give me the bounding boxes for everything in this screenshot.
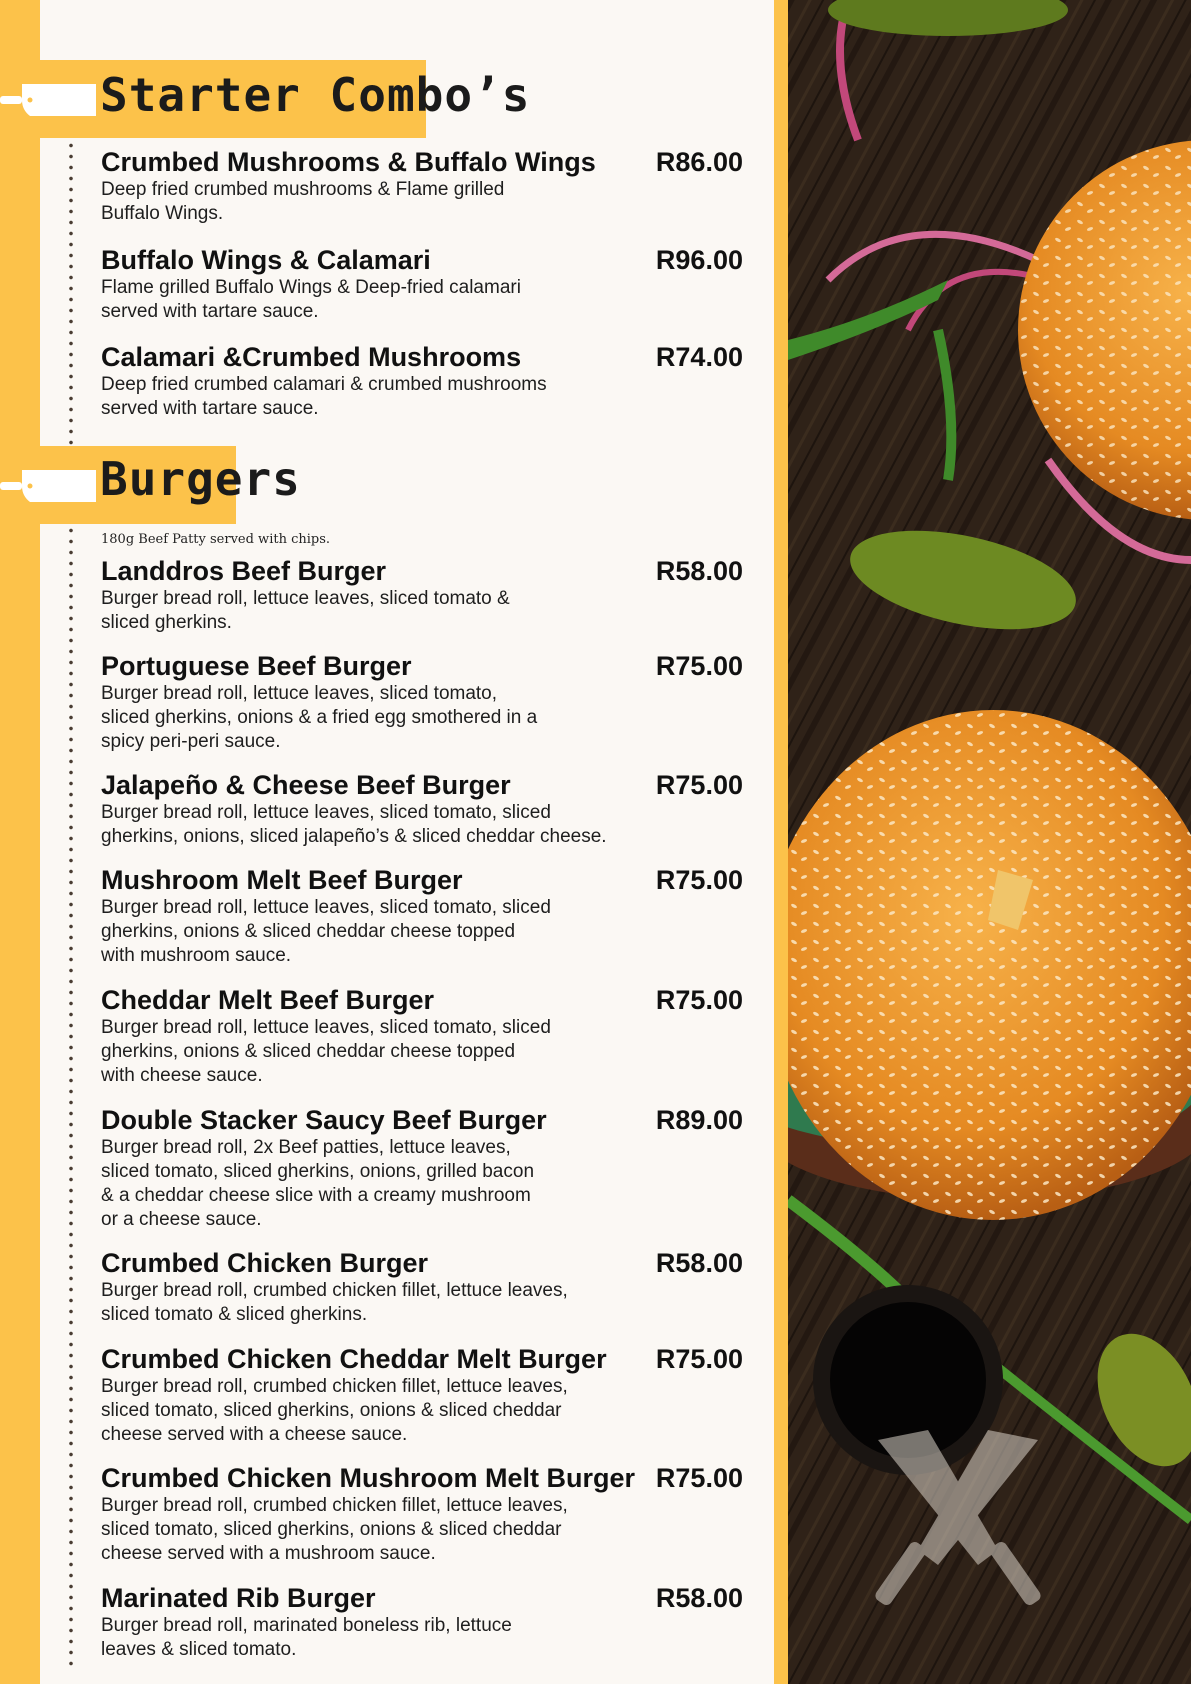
item-description: Flame grilled Buffalo Wings & Deep-fried calamari served with tartare sauce. [101, 277, 521, 322]
cleaver-icon [0, 466, 98, 506]
menu-item [101, 341, 751, 421]
section-title-burgers: Burgers [100, 452, 301, 506]
item-name: Crumbed Chicken Mushroom Melt Burger [101, 1463, 636, 1493]
menu-item [101, 146, 751, 226]
item-price: R75.00 [655, 865, 743, 895]
menu-item [101, 769, 751, 849]
burgers-note: 180g Beef Patty served with chips. [101, 532, 331, 547]
menu-item [101, 984, 751, 1088]
item-description: Burger bread roll, lettuce leaves, sliced tomato, sliced gherkins, onions & a fried egg smothered in a spicy peri-peri sauce. [101, 683, 538, 752]
item-name: Jalapeño & Cheese Beef Burger [101, 770, 511, 800]
menu-item [101, 1582, 751, 1662]
burger-photo [788, 0, 1191, 1684]
item-name: Landdros Beef Burger [101, 556, 387, 586]
item-price: R58.00 [655, 1248, 743, 1278]
item-name: Buffalo Wings & Calamari [101, 245, 431, 275]
item-price: R89.00 [655, 1105, 743, 1135]
menu-item [101, 1247, 751, 1327]
menu-item [101, 864, 751, 968]
item-name: Crumbed Chicken Cheddar Melt Burger [101, 1344, 607, 1374]
menu-item [101, 1343, 751, 1447]
item-name: Mushroom Melt Beef Burger [101, 865, 463, 895]
item-name: Cheddar Melt Beef Burger [101, 985, 435, 1015]
menu-item [101, 1104, 751, 1232]
item-description: Burger bread roll, lettuce leaves, sliced tomato, sliced gherkins, onions, sliced jalapeño’s & sliced cheddar cheese. [101, 802, 607, 847]
right-accent-stripe [774, 0, 788, 1684]
item-description: Burger bread roll, marinated boneless rib, lettuce leaves & sliced tomato. [101, 1615, 512, 1660]
item-description: Burger bread roll, crumbed chicken fillet, lettuce leaves, sliced tomato, sliced gherkins, onions & sliced cheddar cheese served with a cheese sauce. [101, 1376, 568, 1445]
item-price: R86.00 [655, 147, 743, 177]
item-price: R74.00 [655, 342, 743, 372]
item-name: Calamari &Crumbed Mushrooms [101, 342, 522, 372]
menu-item [101, 650, 751, 754]
menu-item [101, 244, 751, 324]
item-description: Burger bread roll, lettuce leaves, sliced tomato, sliced gherkins, onions & sliced cheddar cheese topped with cheese sauce. [101, 1017, 551, 1086]
item-description: Deep fried crumbed calamari & crumbed mushrooms served with tartare sauce. [101, 374, 547, 419]
item-description: Burger bread roll, crumbed chicken fillet, lettuce leaves, sliced tomato, sliced gherkins, onions & sliced cheddar cheese served with a mushroom sauce. [101, 1495, 568, 1564]
crossed-cleavers-icon [858, 1420, 1058, 1620]
item-name: Marinated Rib Burger [101, 1583, 376, 1613]
item-price: R96.00 [655, 245, 743, 275]
menu-item [101, 1462, 751, 1566]
item-price: R75.00 [655, 1463, 743, 1493]
item-description: Burger bread roll, 2x Beef patties, lettuce leaves, sliced tomato, sliced gherkins, onions, grilled bacon & a cheddar cheese slice with a creamy mushroom or a cheese sauce. [101, 1137, 535, 1230]
left-accent-stripe [0, 0, 40, 1684]
item-price: R58.00 [655, 556, 743, 586]
dotted-divider [66, 140, 76, 1670]
item-name: Crumbed Mushrooms & Buffalo Wings [101, 147, 596, 177]
item-description: Burger bread roll, lettuce leaves, sliced tomato & sliced gherkins. [101, 588, 510, 633]
item-name: Portuguese Beef Burger [101, 651, 412, 681]
item-description: Burger bread roll, crumbed chicken fillet, lettuce leaves, sliced tomato & sliced gherkins. [101, 1280, 568, 1325]
section-title-starter: Starter Combo’s [100, 68, 531, 122]
item-price: R75.00 [655, 651, 743, 681]
cleaver-icon [0, 80, 98, 120]
item-name: Double Stacker Saucy Beef Burger [101, 1105, 547, 1135]
item-price: R58.00 [655, 1583, 743, 1613]
item-price: R75.00 [655, 1344, 743, 1374]
item-price: R75.00 [655, 985, 743, 1015]
menu-item [101, 555, 751, 635]
item-name: Crumbed Chicken Burger [101, 1248, 429, 1278]
item-description: Burger bread roll, lettuce leaves, sliced tomato, sliced gherkins, onions & sliced cheddar cheese topped with mushroom sauce. [101, 897, 551, 966]
item-description: Deep fried crumbed mushrooms & Flame grilled Buffalo Wings. [101, 179, 505, 224]
item-price: R75.00 [655, 770, 743, 800]
